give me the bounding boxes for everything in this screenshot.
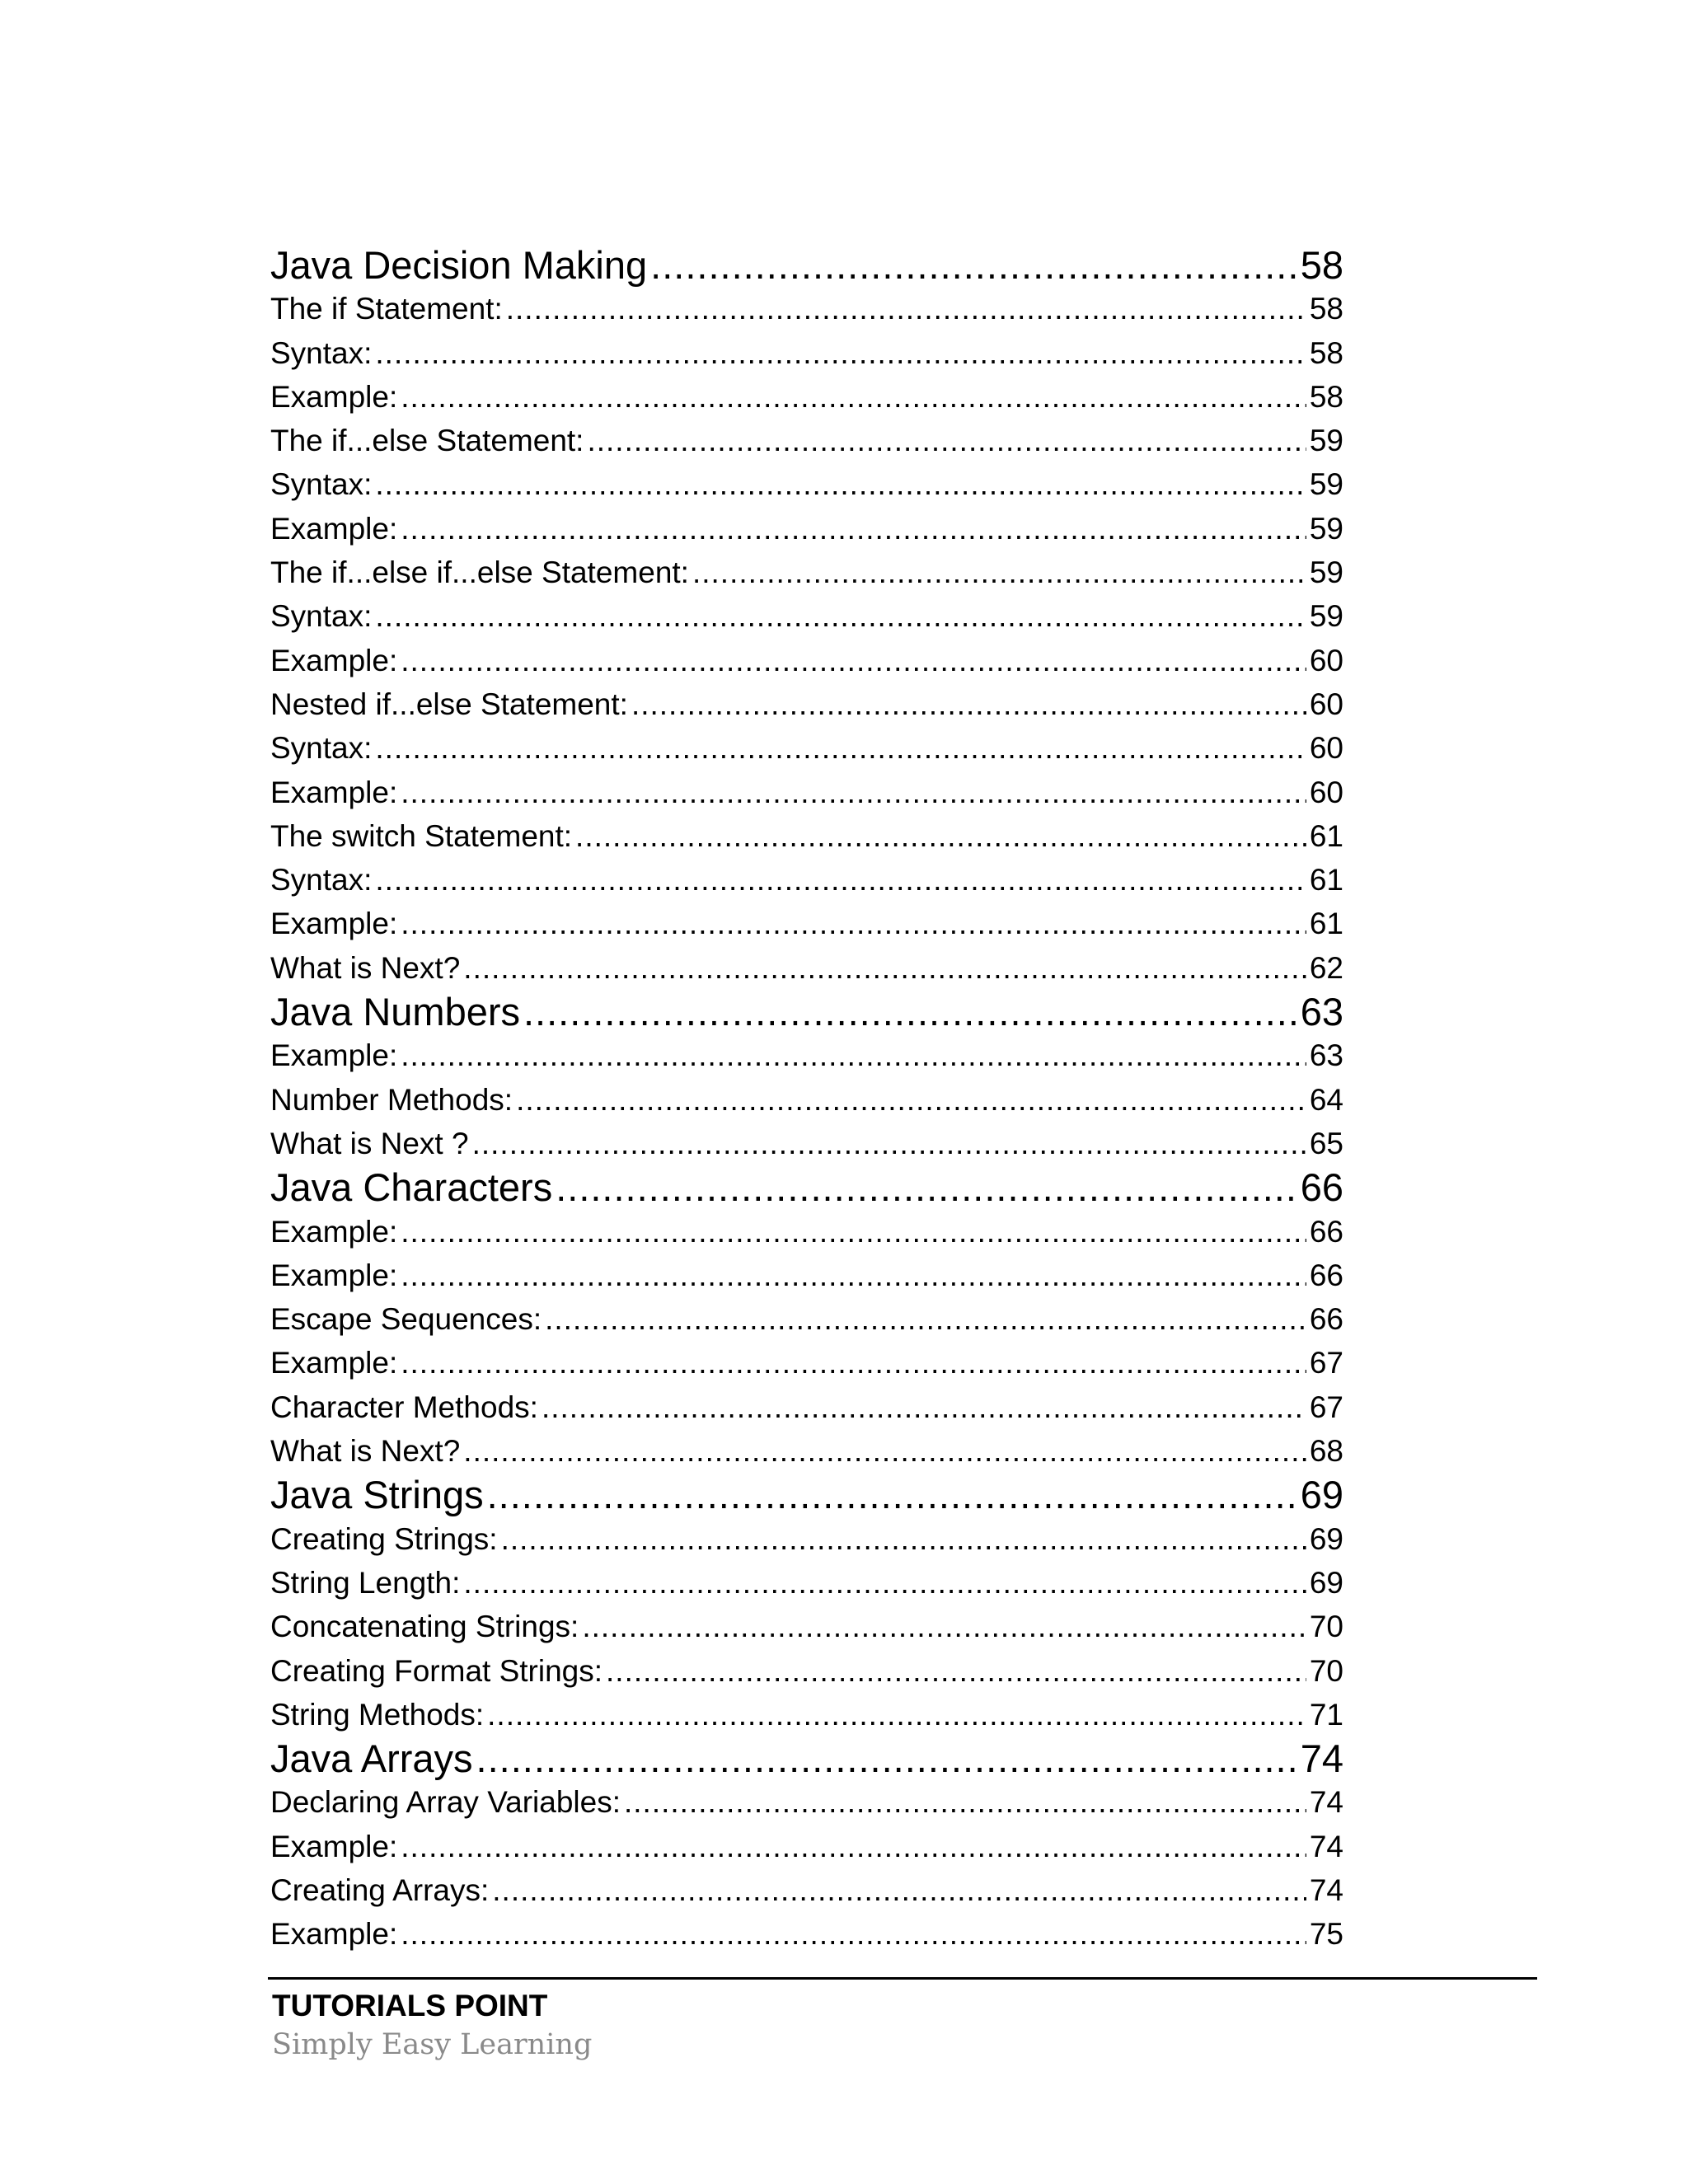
toc-entry-title: Creating Arrays:: [270, 1872, 490, 1907]
dot-leader: [606, 1649, 1306, 1693]
toc-section-entry[interactable]: [270, 1385, 1343, 1429]
toc-section-entry[interactable]: [270, 771, 1343, 814]
toc-entry-title: Java Strings: [270, 1473, 484, 1517]
table-of-contents: [270, 243, 1343, 1957]
toc-section-entry[interactable]: [270, 1429, 1343, 1473]
toc-entry-page-number: 59: [1309, 511, 1343, 546]
toc-section-entry[interactable]: [270, 1649, 1343, 1693]
dot-leader: [375, 858, 1306, 902]
dot-leader: [401, 1033, 1306, 1077]
dot-leader: [401, 639, 1306, 682]
toc-entry-page-number: 70: [1309, 1610, 1343, 1644]
dot-leader: [624, 1780, 1306, 1824]
toc-section-entry[interactable]: [270, 902, 1343, 945]
dot-leader: [401, 1912, 1306, 1956]
toc-entry-page-number: 58: [1309, 292, 1343, 326]
toc-section-entry[interactable]: [270, 1605, 1343, 1648]
dot-leader: [476, 1736, 1297, 1780]
toc-section-entry[interactable]: [270, 858, 1343, 902]
toc-entry-title: Java Numbers: [270, 990, 520, 1034]
toc-entry-page-number: 69: [1300, 1473, 1343, 1517]
toc-entry-page-number: 67: [1309, 1390, 1343, 1424]
toc-section-entry[interactable]: [270, 1561, 1343, 1605]
toc-section-entry[interactable]: [270, 594, 1343, 638]
toc-entry-page-number: 74: [1309, 1829, 1343, 1863]
dot-leader: [401, 1254, 1306, 1297]
toc-entry-title: Example:: [270, 1038, 398, 1073]
toc-section-entry[interactable]: [270, 1122, 1343, 1165]
toc-entry-title: String Length:: [270, 1565, 461, 1600]
toc-section-entry[interactable]: [270, 682, 1343, 726]
dot-leader: [556, 1165, 1297, 1209]
toc-entry-page-number: 68: [1309, 1434, 1343, 1469]
toc-section-entry[interactable]: [270, 1693, 1343, 1736]
dot-leader: [501, 1517, 1306, 1561]
toc-entry-title: Java Decision Making: [270, 243, 648, 287]
dot-leader: [463, 1561, 1306, 1605]
toc-entry-page-number: 70: [1309, 1653, 1343, 1688]
toc-entry-page-number: 59: [1309, 555, 1343, 590]
toc-entry-page-number: 59: [1309, 467, 1343, 502]
toc-entry-page-number: 59: [1309, 424, 1343, 458]
dot-leader: [631, 682, 1306, 726]
toc-entry-title: Example:: [270, 1258, 398, 1292]
toc-entry-title: The if...else if...else Statement:: [270, 555, 689, 590]
toc-entry-page-number: 60: [1309, 775, 1343, 809]
toc-entry-page-number: 74: [1300, 1736, 1343, 1781]
toc-chapter-entry[interactable]: [270, 990, 1343, 1033]
footer-brand: TUTORIALS POINT: [272, 1989, 548, 2022]
dot-leader: [463, 946, 1306, 990]
toc-entry-page-number: 61: [1309, 907, 1343, 941]
toc-entry-page-number: 62: [1309, 950, 1343, 985]
dot-leader: [401, 771, 1306, 814]
dot-leader: [545, 1297, 1306, 1341]
toc-entry-title: Example:: [270, 1214, 398, 1249]
toc-entry-page-number: 60: [1309, 731, 1343, 766]
toc-entry-page-number: 60: [1309, 643, 1343, 677]
dot-leader: [575, 814, 1306, 858]
toc-entry-page-number: 66: [1300, 1165, 1343, 1210]
toc-section-entry[interactable]: [270, 1033, 1343, 1077]
toc-entry-title: What is Next ?: [270, 1126, 469, 1160]
toc-section-entry[interactable]: [270, 462, 1343, 506]
dot-leader: [375, 726, 1306, 770]
toc-entry-page-number: 60: [1309, 687, 1343, 721]
dot-leader: [542, 1385, 1306, 1429]
dot-leader: [401, 902, 1306, 945]
toc-section-entry[interactable]: [270, 1868, 1343, 1912]
dot-leader: [487, 1473, 1297, 1516]
dot-leader: [523, 990, 1297, 1033]
toc-entry-title: Syntax:: [270, 335, 373, 370]
toc-section-entry[interactable]: [270, 1297, 1343, 1341]
toc-section-entry[interactable]: [270, 1780, 1343, 1824]
dot-leader: [516, 1078, 1306, 1122]
toc-chapter-entry[interactable]: [270, 1165, 1343, 1209]
dot-leader: [692, 551, 1306, 594]
toc-entry-page-number: 58: [1309, 379, 1343, 414]
toc-entry-page-number: 69: [1309, 1521, 1343, 1556]
toc-section-entry[interactable]: [270, 507, 1343, 551]
dot-leader: [401, 375, 1306, 419]
dot-leader: [401, 1341, 1306, 1385]
toc-entry-page-number: 71: [1309, 1697, 1343, 1732]
toc-entry-page-number: 63: [1309, 1038, 1343, 1073]
dot-leader: [463, 1429, 1306, 1473]
toc-entry-title: Creating Format Strings:: [270, 1653, 603, 1688]
toc-section-entry[interactable]: [270, 639, 1343, 682]
toc-entry-page-number: 74: [1309, 1872, 1343, 1907]
toc-entry-page-number: 66: [1309, 1214, 1343, 1249]
dot-leader: [650, 243, 1297, 287]
toc-section-entry[interactable]: [270, 419, 1343, 462]
toc-entry-title: Syntax:: [270, 863, 373, 898]
dot-leader: [375, 462, 1306, 506]
toc-entry-title: The switch Statement:: [270, 818, 573, 853]
dot-leader: [401, 1210, 1306, 1254]
toc-section-entry[interactable]: [270, 1341, 1343, 1385]
toc-entry-page-number: 63: [1300, 990, 1343, 1034]
toc-section-entry[interactable]: [270, 946, 1343, 990]
toc-entry-page-number: 66: [1309, 1302, 1343, 1337]
toc-entry-title: Example:: [270, 1917, 398, 1952]
toc-entry-page-number: 61: [1309, 818, 1343, 853]
toc-chapter-entry[interactable]: [270, 243, 1343, 287]
toc-entry-title: Example:: [270, 907, 398, 941]
toc-entry-title: Syntax:: [270, 599, 373, 634]
toc-entry-page-number: 66: [1309, 1258, 1343, 1292]
toc-entry-title: Syntax:: [270, 467, 373, 502]
toc-entry-page-number: 59: [1309, 599, 1343, 634]
toc-entry-title: Syntax:: [270, 731, 373, 766]
dot-leader: [492, 1868, 1306, 1912]
toc-section-entry[interactable]: [270, 1825, 1343, 1868]
toc-entry-title: Escape Sequences:: [270, 1302, 542, 1337]
toc-section-entry[interactable]: [270, 726, 1343, 770]
toc-entry-page-number: 67: [1309, 1346, 1343, 1380]
dot-leader: [487, 1693, 1306, 1736]
toc-entry-page-number: 74: [1309, 1785, 1343, 1820]
toc-section-entry[interactable]: [270, 287, 1343, 330]
toc-entry-page-number: 58: [1300, 243, 1343, 287]
toc-chapter-entry[interactable]: [270, 1473, 1343, 1516]
dot-leader: [472, 1122, 1306, 1165]
toc-entry-title: Example:: [270, 1346, 398, 1380]
footer-tagline: Simply Easy Learning: [272, 2028, 593, 2061]
toc-section-entry[interactable]: [270, 551, 1343, 594]
dot-leader: [401, 507, 1306, 551]
toc-entry-title: Java Arrays: [270, 1736, 473, 1781]
toc-section-entry[interactable]: [270, 1912, 1343, 1956]
dot-leader: [375, 331, 1306, 375]
dot-leader: [587, 419, 1306, 462]
toc-entry-title: Declaring Array Variables:: [270, 1785, 621, 1820]
toc-entry-title: Example:: [270, 775, 398, 809]
toc-entry-title: Concatenating Strings:: [270, 1610, 579, 1644]
toc-section-entry[interactable]: [270, 1078, 1343, 1122]
toc-entry-page-number: 75: [1309, 1917, 1343, 1952]
toc-entry-page-number: 69: [1309, 1565, 1343, 1600]
toc-entry-title: What is Next?: [270, 950, 461, 985]
toc-chapter-entry[interactable]: [270, 1736, 1343, 1780]
toc-entry-title: Creating Strings:: [270, 1521, 498, 1556]
toc-section-entry[interactable]: [270, 375, 1343, 419]
dot-leader: [582, 1605, 1306, 1648]
dot-leader: [506, 287, 1306, 330]
toc-entry-title: Example:: [270, 379, 398, 414]
toc-entry-title: The if Statement:: [270, 292, 503, 326]
toc-entry-title: Example:: [270, 511, 398, 546]
toc-entry-title: What is Next?: [270, 1434, 461, 1469]
toc-entry-title: Character Methods:: [270, 1390, 538, 1424]
toc-section-entry[interactable]: [270, 1517, 1343, 1561]
dot-leader: [375, 594, 1306, 638]
toc-entry-title: String Methods:: [270, 1697, 485, 1732]
toc-entry-title: Example:: [270, 643, 398, 677]
toc-entry-page-number: 65: [1309, 1126, 1343, 1160]
toc-entry-page-number: 58: [1309, 335, 1343, 370]
toc-entry-title: Nested if...else Statement:: [270, 687, 628, 721]
toc-section-entry[interactable]: [270, 814, 1343, 858]
toc-entry-page-number: 64: [1309, 1082, 1343, 1117]
toc-section-entry[interactable]: [270, 1254, 1343, 1297]
dot-leader: [401, 1825, 1306, 1868]
toc-section-entry[interactable]: [270, 331, 1343, 375]
toc-entry-page-number: 61: [1309, 863, 1343, 898]
toc-entry-title: Number Methods:: [270, 1082, 513, 1117]
toc-section-entry[interactable]: [270, 1210, 1343, 1254]
toc-entry-title: Example:: [270, 1829, 398, 1863]
footer-divider: [268, 1977, 1537, 1980]
toc-entry-title: The if...else Statement:: [270, 424, 584, 458]
toc-entry-title: Java Characters: [270, 1165, 553, 1210]
